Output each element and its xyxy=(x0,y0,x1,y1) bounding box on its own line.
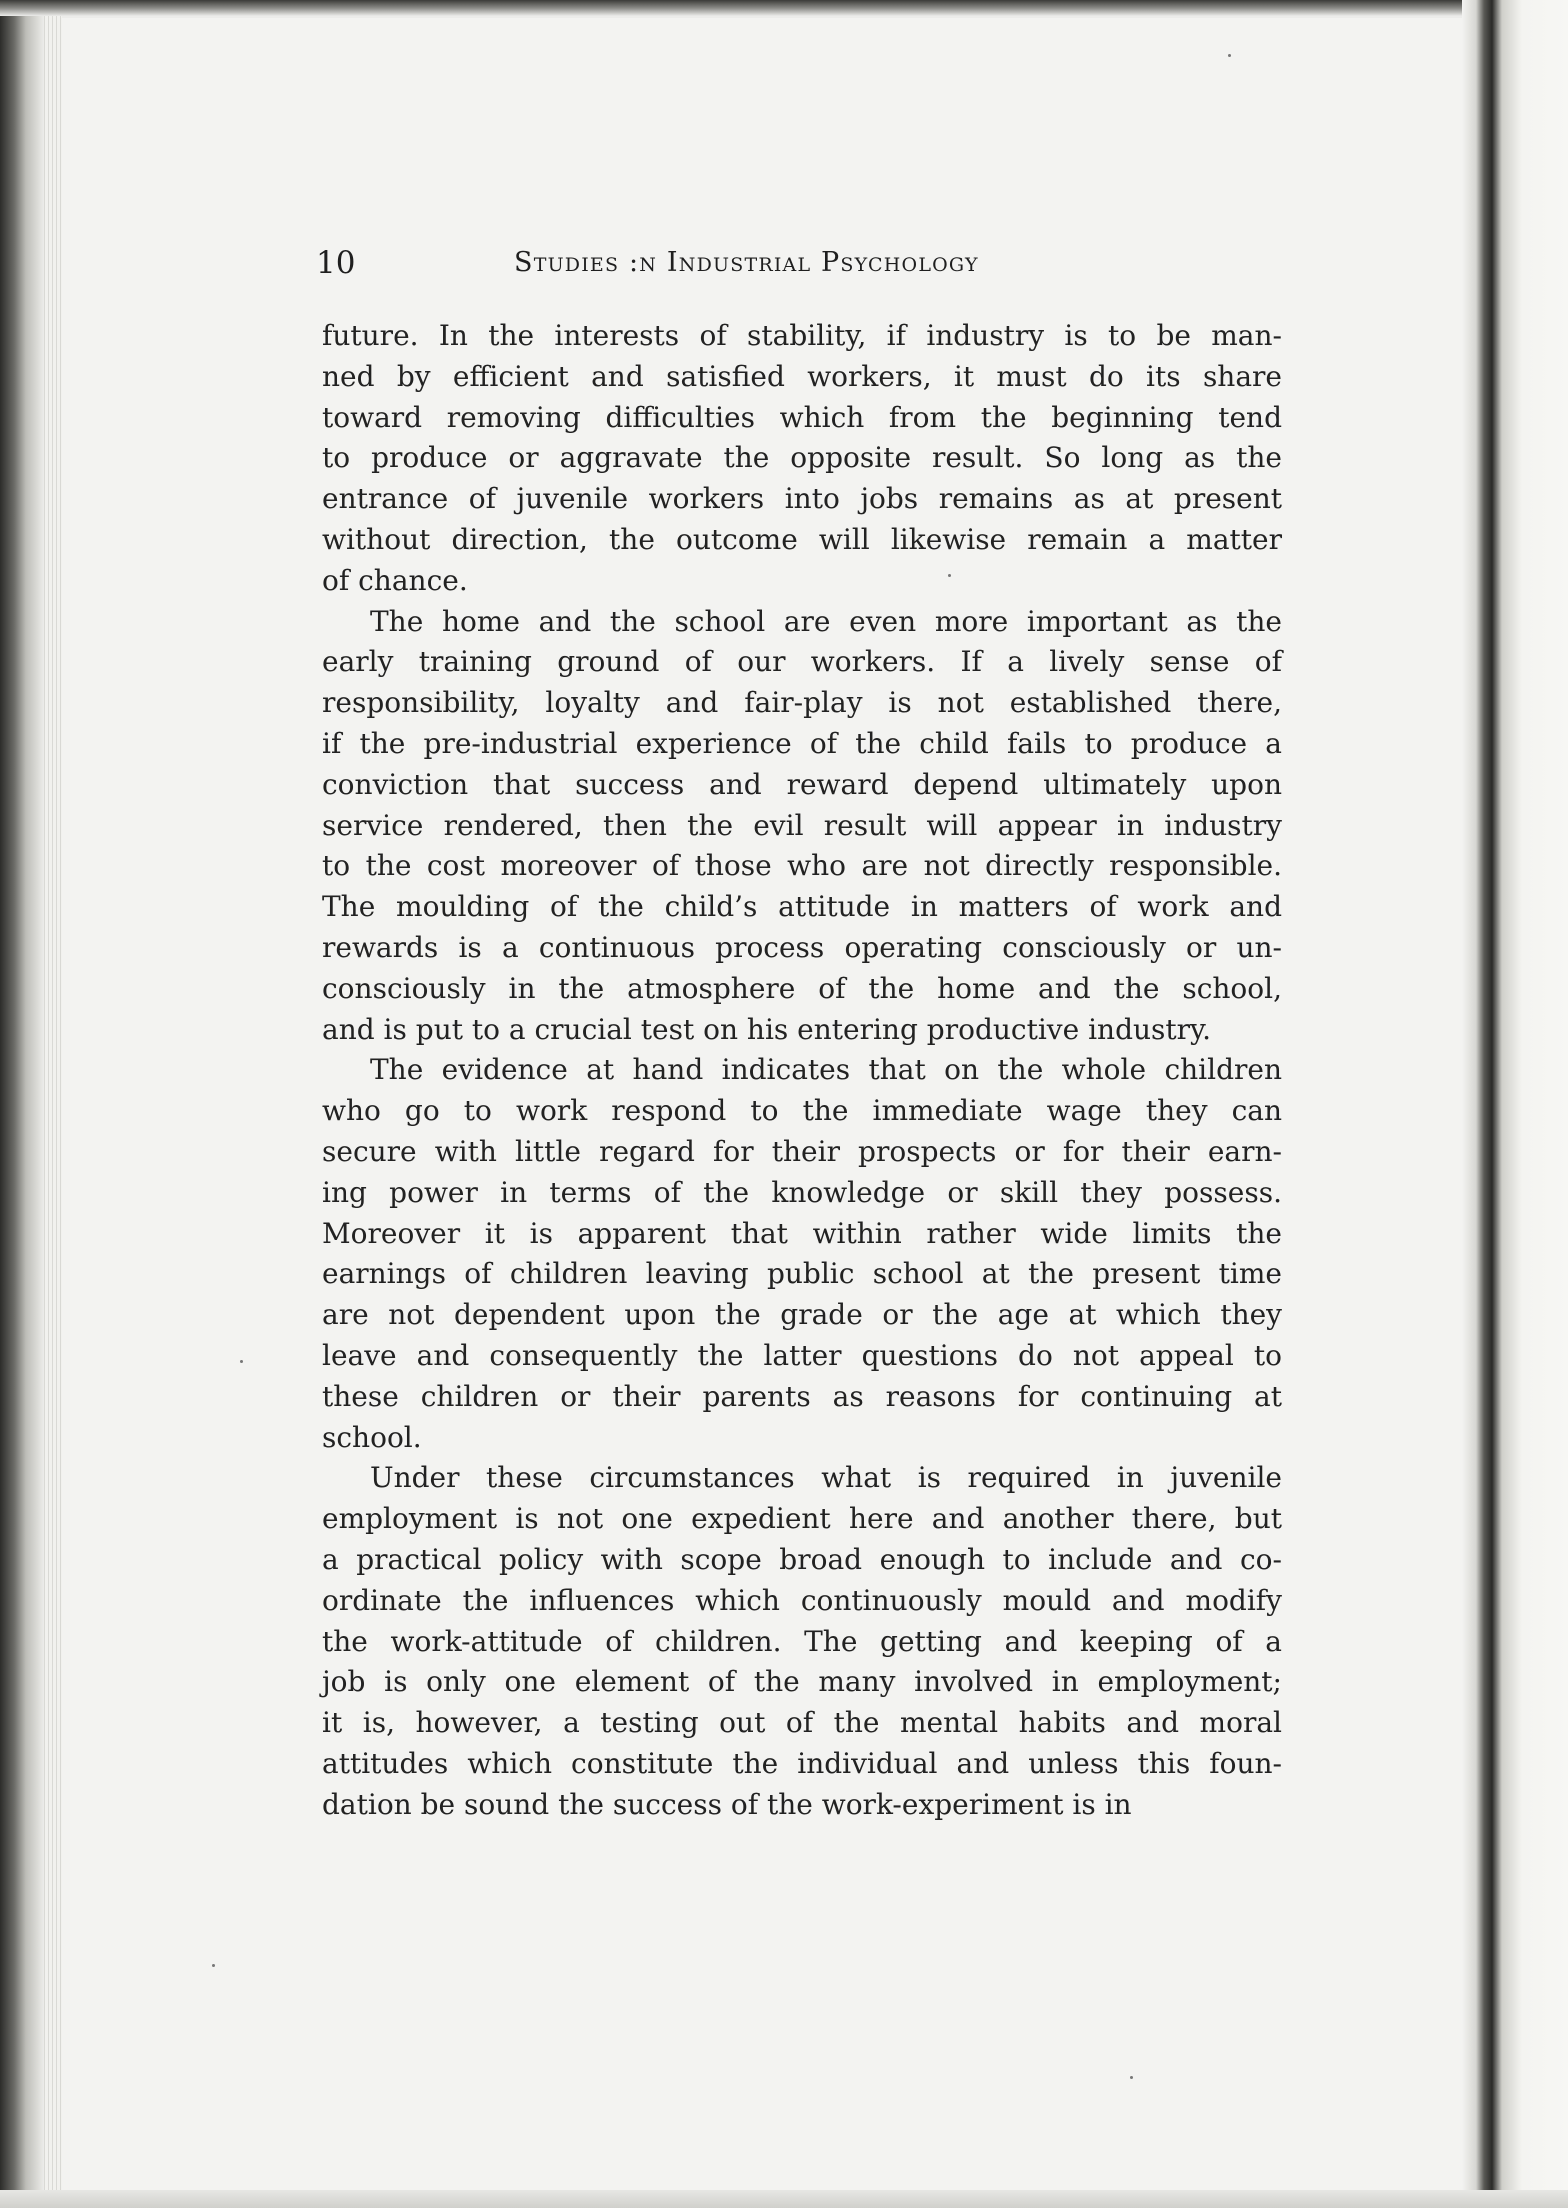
dust-speck xyxy=(1228,54,1231,57)
text-line: entrance of juvenile workers into jobs remains as at present xyxy=(322,482,1282,516)
text-line: ned by efficient and satisfied workers, it must do its share xyxy=(322,359,1282,393)
text-line: are not dependent upon the grade or the age at which they xyxy=(322,1298,1282,1332)
page-number: 10 xyxy=(316,245,356,281)
left-binding-edge xyxy=(0,0,44,2208)
text-line: a practical policy with scope broad enough to include and co- xyxy=(322,1542,1282,1576)
text-line: Under these circumstances what is required in juvenile xyxy=(370,1461,1282,1495)
text-line: it is, however, a testing out of the mental habits and moral xyxy=(322,1706,1282,1740)
dust-speck xyxy=(240,1360,243,1363)
text-line: of chance. xyxy=(322,563,468,597)
text-line: attitudes which constitute the individual and unless this foun- xyxy=(322,1746,1282,1780)
text-line: secure with little regard for their prospects or for their earn- xyxy=(322,1134,1282,1168)
text-line: without direction, the outcome will likewise remain a matter xyxy=(322,522,1282,556)
paragraph xyxy=(322,316,1282,602)
text-line: job is only one element of the many involved in employment; xyxy=(322,1665,1282,1699)
text-line: to the cost moreover of those who are not directly responsible. xyxy=(322,849,1282,883)
top-scan-edge xyxy=(0,0,1568,16)
text-line: consciously in the atmosphere of the home and the school, xyxy=(322,971,1282,1005)
bottom-scan-edge xyxy=(0,2190,1568,2208)
text-line: ing power in terms of the knowledge or skill they possess. xyxy=(322,1175,1282,1209)
running-head: Studies :n Industrial Psychology xyxy=(514,247,979,278)
dust-speck xyxy=(1130,2076,1133,2079)
text-line: The evidence at hand indicates that on the whole children xyxy=(370,1053,1282,1087)
text-line: toward removing difficulties which from the beginning tend xyxy=(322,400,1282,434)
text-line: earnings of children leaving public school at the present time xyxy=(322,1257,1282,1291)
text-line: service rendered, then the evil result will appear in industry xyxy=(322,808,1282,842)
text-line: ordinate the influences which continuously mould and modify xyxy=(322,1583,1282,1617)
page-header xyxy=(316,238,1282,288)
body-text xyxy=(322,316,1282,1825)
text-line: future. In the interests of stability, if industry is to be man- xyxy=(322,319,1282,352)
text-line: employment is not one expedient here and another there, but xyxy=(322,1502,1282,1536)
paragraph xyxy=(322,1050,1282,1458)
paragraph xyxy=(322,602,1282,1051)
text-line: dation be sound the success of the work-experiment is in xyxy=(322,1787,1132,1821)
text-line: and is put to a crucial test on his entering productive industry. xyxy=(322,1012,1212,1046)
right-page-fold xyxy=(1462,0,1568,2208)
paragraph xyxy=(322,1458,1282,1825)
text-line: The moulding of the child’s attitude in matters of work and xyxy=(322,890,1282,924)
text-line: early training ground of our workers. If a lively sense of xyxy=(322,645,1282,679)
dust-speck xyxy=(212,1964,215,1967)
text-line: conviction that success and reward depend ultimately upon xyxy=(322,767,1282,801)
text-line: the work-attitude of children. The getting and keeping of a xyxy=(322,1624,1282,1658)
text-line: Moreover it is apparent that within rather wide limits the xyxy=(322,1216,1282,1250)
text-line: The home and the school are even more important as the xyxy=(370,604,1282,638)
text-line: if the pre-industrial experience of the child fails to produce a xyxy=(322,726,1282,760)
text-line: rewards is a continuous process operating consciously or un- xyxy=(322,930,1282,964)
text-line: these children or their parents as reasons for continuing at xyxy=(322,1379,1282,1413)
text-line: who go to work respond to the immediate wage they can xyxy=(322,1094,1282,1128)
text-line: leave and consequently the latter questions do not appeal to xyxy=(322,1338,1282,1372)
text-line: to produce or aggravate the opposite result. So long as the xyxy=(322,441,1282,475)
text-line: school. xyxy=(322,1420,422,1454)
text-line: responsibility, loyalty and fair-play is not established there, xyxy=(322,686,1282,720)
